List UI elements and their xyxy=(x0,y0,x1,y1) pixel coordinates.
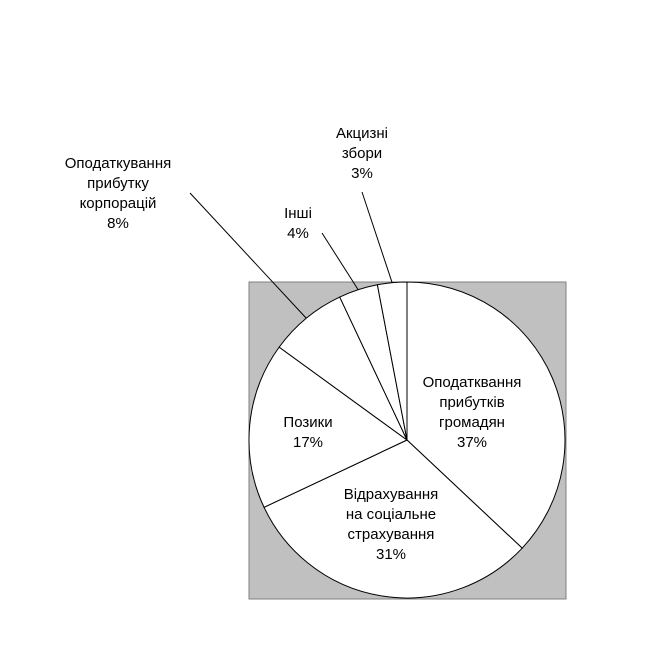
slice-category-label: корпорацій xyxy=(79,195,157,212)
slice-category-label: громадян xyxy=(439,414,505,431)
slice-category-label: страхування xyxy=(347,526,435,543)
slice-percent-label: 8% xyxy=(107,215,129,232)
slice-label-інші xyxy=(284,205,312,242)
slice-label-акцизні-збори xyxy=(336,125,388,182)
leader-line-акцизні-збори xyxy=(362,192,392,283)
slice-category-label: збори xyxy=(341,145,383,162)
slice-percent-label: 17% xyxy=(292,434,324,451)
slice-label-оподаткування-прибутку-корпорацій xyxy=(65,155,172,232)
slice-percent-label: 31% xyxy=(375,546,407,563)
slice-percent-label: 3% xyxy=(351,165,373,182)
slice-category-label: прибутків xyxy=(439,394,505,411)
slice-category-label: на соціальне xyxy=(345,506,437,523)
slice-category-label: Позики xyxy=(283,414,333,431)
slice-category-label: Оподатквання xyxy=(422,374,522,391)
slice-percent-label: 4% xyxy=(287,225,309,242)
slice-category-label: прибутку xyxy=(87,175,149,192)
slice-category-label: Оподаткування xyxy=(64,155,172,172)
slice-percent-label: 37% xyxy=(456,434,488,451)
leader-line-інші xyxy=(322,233,358,290)
slice-category-label: Інші xyxy=(284,205,312,222)
slice-category-label: Відрахування xyxy=(343,486,439,503)
slice-category-label: Акцизні xyxy=(335,125,389,142)
